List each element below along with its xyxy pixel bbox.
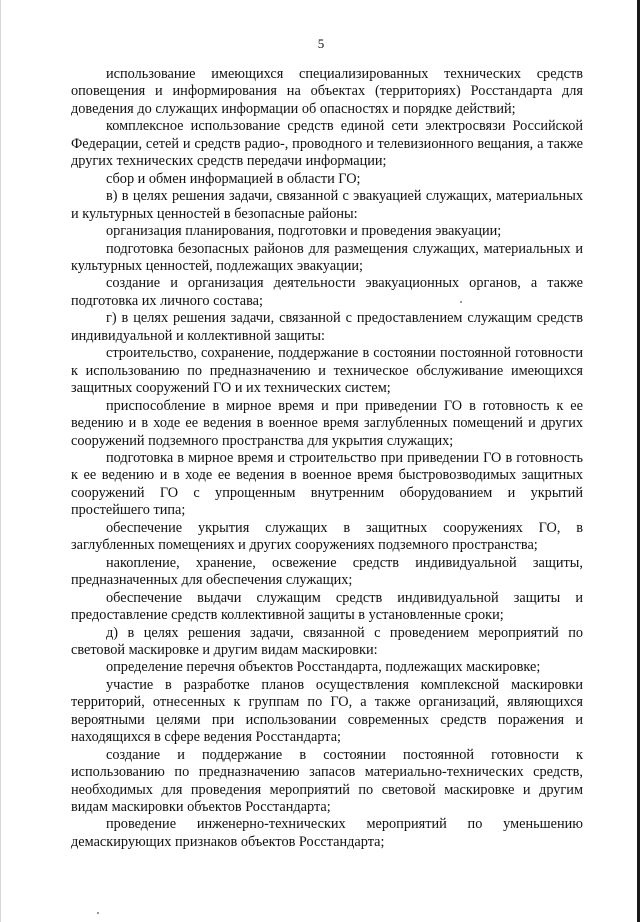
scan-speck [460, 301, 462, 303]
paragraph: д) в целях решения задачи, связанной с проведением мероприятий по световой маскировке и другим видам маскировки: [71, 624, 583, 658]
paragraph: комплексное использование средств единой сети электросвязи Российской Федерации, сетей и средств радио-, проводного и телевизионного вещания, а также других технических средств передачи информации; [71, 118, 583, 170]
paragraph: обеспечение укрытия служащих в защитных сооружениях ГО, в заглубленных помещениях и других сооружениях подземного пространства; [71, 519, 583, 554]
paragraph: обеспечение выдачи служащим средств индивидуальной защиты и предоставление средств коллективной защиты в установленные сроки; [71, 589, 583, 624]
paragraph: накопление, хранение, освежение средств индивидуальной защиты, предназначенных для обеспечения служащих; [71, 554, 583, 589]
paragraph: подготовка в мирное время и строительство при приведении ГО в готовность к ее ведению и в ходе ее ведения в военное время быстровозводимых защитных сооружений ГО с упрощенным внутренним оборудованием и укрытий простейшего типа; [71, 449, 583, 519]
paragraph: создание и поддержание в состоянии постоянной готовности к использованию по предназначению запасов материально-технических средств, необходимых для проведения мероприятий по световой маскировке и другим видам маскировки объектов Росстандарта; [71, 746, 583, 816]
scan-speck [97, 912, 99, 914]
paragraph: участие в разработке планов осуществления комплексной маскировки территорий, отнесенных к группам по ГО, а также организаций, являющихся вероятными целями при использовании современных средств поражения и находящихся в сфере ведения Росстандарта; [71, 676, 583, 746]
paragraph: использование имеющихся специализированных технических средств оповещения и информирования на объектах (территориях) Росстандарта для доведения до служащих информации об опасностях и порядке действий; [71, 66, 583, 117]
paragraph: создание и организация деятельности эвакуационных органов, а также подготовка их личного состава; [71, 275, 583, 309]
page-number: 5 [317, 36, 325, 51]
paragraph: строительство, сохранение, поддержание в состоянии постоянной готовности к использованию по предназначению и техническое обслуживание имеющихся защитных сооружений ГО и их технических систем; [71, 345, 583, 397]
paragraph: определение перечня объектов Росстандарта, подлежащих маскировке; [106, 659, 541, 676]
paragraph: г) в целях решения задачи, связанной с предоставлением служащим средств индивидуальной и коллективной защиты: [71, 310, 583, 344]
paragraph: приспособление в мирное время и при приведении ГО в готовность к ее ведению и в ходе ее ведения в военное время заглубленных помещений и других сооружений подземного пространства для укрытия служащих; [71, 397, 583, 449]
document-body [71, 66, 583, 851]
paragraph: в) в целях решения задачи, связанной с эвакуацией служащих, материальных и культурных ценностей в безопасные районы: [71, 188, 583, 222]
paragraph: подготовка безопасных районов для размещения служащих, материальных и культурных ценностей, подлежащих эвакуации; [71, 240, 583, 274]
paragraph: организация планирования, подготовки и проведения эвакуации; [106, 223, 502, 240]
paragraph: сбор и обмен информацией в области ГО; [106, 170, 361, 187]
paragraph: проведение инженерно-технических мероприятий по уменьшению демаскирующих признаков объектов Росстандарта; [71, 816, 583, 850]
